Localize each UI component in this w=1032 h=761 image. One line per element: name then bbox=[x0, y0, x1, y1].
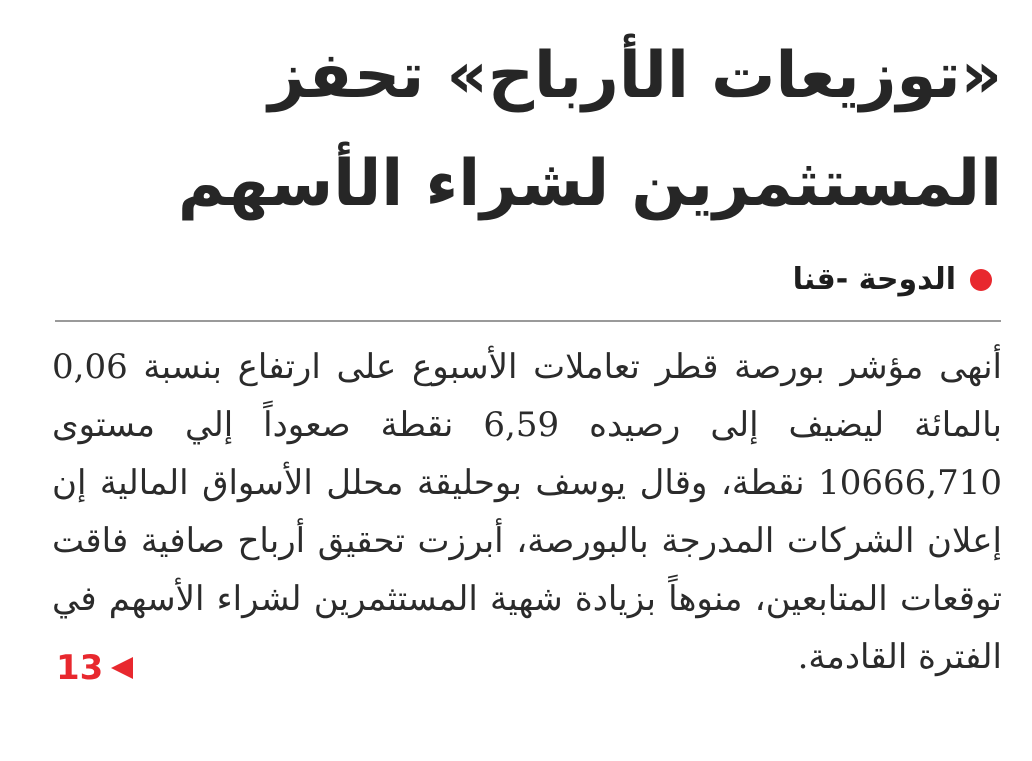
red-dot-icon bbox=[970, 269, 992, 291]
left-triangle-arrow-icon bbox=[111, 657, 133, 679]
continued-page-number: 13 bbox=[56, 648, 104, 688]
article-body: أنهى مؤشر بورصة قطر تعاملات الأسبوع على ارتفاع بنسبة 0,06 بالمائة ليضيف إلى رصيده 6,59 نقطة صعوداً إلي مستوى 10666,710 نقطة، وقال يوسف بوحليقة محلل الأسواق المالية إن إعلان الشركات المدرجة بالبورصة، أبرزت تحقيق أرباح صافية فاقت توقعات المتابعين، منوهاً بزيادة شهية المستثمرين لشراء الأسهم في الفترة القادمة. bbox=[52, 347, 1003, 677]
divider-line bbox=[55, 320, 1001, 322]
article-headline: «توزيعات الأرباح» تحفز المستثمرين لشراء الأسهم bbox=[177, 39, 1002, 221]
byline bbox=[793, 262, 992, 297]
byline-location: الدوحة -قنا bbox=[792, 262, 956, 297]
continued-page-reference bbox=[56, 648, 133, 688]
